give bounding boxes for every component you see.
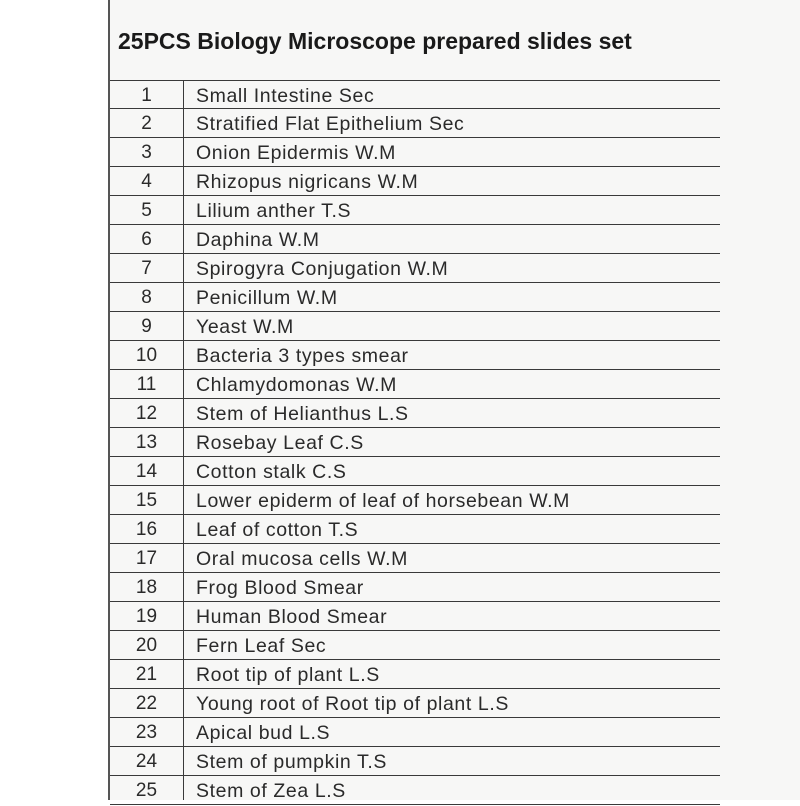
slide-name: Rhizopus nigricans W.M [196,171,419,193]
table-row [110,689,720,718]
slide-name: Human Blood Smear [196,606,388,628]
column-divider [183,80,184,800]
table-row [110,167,720,196]
slide-name: Stem of Zea L.S [196,780,346,802]
slide-name: Chlamydomonas W.M [196,374,397,396]
table-row [110,457,720,486]
slide-name: Fern Leaf Sec [196,635,327,657]
slide-number: 18 [135,577,158,598]
slide-number: 3 [141,142,152,163]
table-row [110,631,720,660]
table-row [110,109,720,138]
slide-number: 23 [135,722,158,743]
slide-number: 1 [141,85,152,106]
slide-number: 16 [135,519,158,540]
slide-number: 9 [141,316,152,337]
table-row [110,341,720,370]
table-row [110,196,720,225]
slide-name: Apical bud L.S [196,722,331,744]
slide-name: Stem of pumpkin T.S [196,751,387,773]
table-row [110,515,720,544]
table-row [110,399,720,428]
slide-number: 14 [135,461,158,482]
slide-number: 17 [135,548,158,569]
slide-name: Stratified Flat Epithelium Sec [196,113,465,135]
slide-name: Oral mucosa cells W.M [196,548,408,570]
slide-name: Penicillum W.M [196,287,338,309]
table-row [110,225,720,254]
slide-name: Small Intestine Sec [196,85,375,107]
table-row [110,776,720,805]
slide-name: Frog Blood Smear [196,577,364,599]
slide-name: Leaf of cotton T.S [196,519,359,541]
slide-name: Rosebay Leaf C.S [196,432,364,454]
slide-name: Onion Epidermis W.M [196,142,396,164]
table-row [110,370,720,399]
table-row [110,544,720,573]
slide-number: 6 [141,229,152,250]
slide-number: 20 [135,635,158,656]
slide-name: Lower epiderm of leaf of horsebean W.M [196,490,570,512]
slide-name: Stem of Helianthus L.S [196,403,409,425]
slide-table [110,80,720,805]
table-row [110,573,720,602]
table-row [110,486,720,515]
slide-number: 22 [135,693,158,714]
slide-name: Spirogyra Conjugation W.M [196,258,449,280]
slide-number: 5 [141,200,152,221]
table-row [110,80,720,109]
page-title: 25PCS Biology Microscope prepared slides set [118,28,632,54]
slide-number: 15 [135,490,158,511]
slide-name: Lilium anther T.S [196,200,352,222]
table-row [110,428,720,457]
slide-number: 7 [141,258,152,279]
table-row [110,283,720,312]
slide-number: 10 [135,345,158,366]
table-row [110,718,720,747]
slide-name: Root tip of plant L.S [196,664,380,686]
slide-number: 13 [135,432,158,453]
slide-number: 11 [136,374,157,395]
slide-name: Daphina W.M [196,229,320,251]
table-row [110,747,720,776]
slide-number: 2 [141,113,152,134]
table-row [110,660,720,689]
slide-number: 21 [135,664,158,685]
slide-number: 4 [141,171,152,192]
table-row [110,138,720,167]
table-row [110,254,720,283]
slide-number: 8 [141,287,152,308]
slide-name: Cotton stalk C.S [196,461,347,483]
slide-number: 12 [135,403,158,424]
slide-number: 19 [135,606,158,627]
slide-number: 24 [135,751,158,772]
slide-number: 25 [135,780,158,801]
slide-name: Yeast W.M [196,316,294,338]
slide-name: Bacteria 3 types smear [196,345,409,367]
slide-name: Young root of Root tip of plant L.S [196,693,509,715]
table-row [110,602,720,631]
table-row [110,312,720,341]
